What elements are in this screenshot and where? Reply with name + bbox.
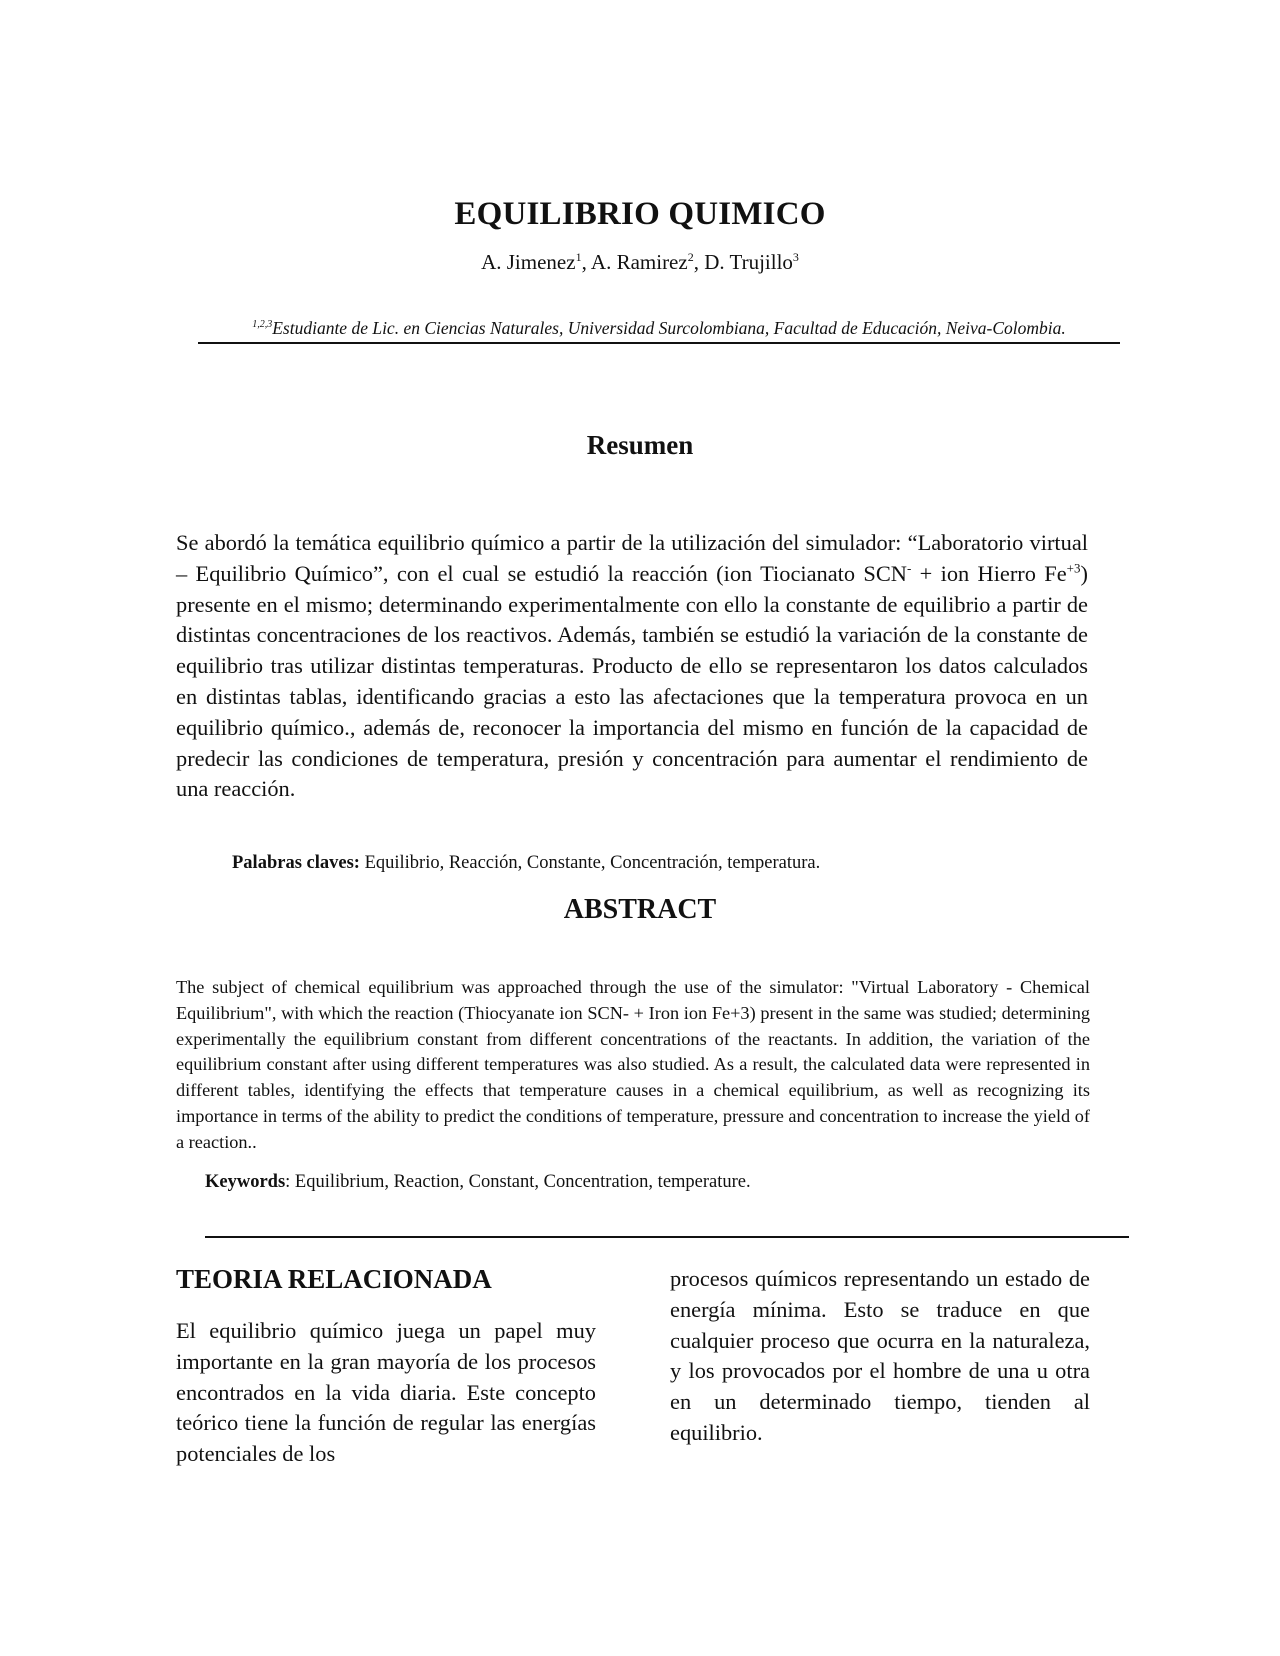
author-name: D. Trujillo <box>704 250 793 274</box>
teoria-heading: TEORIA RELACIONADA <box>176 1264 492 1294</box>
abstract-heading: ABSTRACT <box>563 894 717 925</box>
author-name: A. Ramirez <box>590 250 688 274</box>
resumen-heading: Resumen <box>586 430 694 460</box>
abstract-paragraph: The subject of chemical equilibrium was approached through the use of the simulator: "Virtual Laboratory - Chemical Equilibrium", with which the reaction (Thiocyanate ion SCN- + Iron ion Fe+3) present in the same was studied; determining experimentally the equilibrium constant from different concentrations of the reactants. In addition, the variation of the equilibrium constant after using different temperatures was also studied. As a result, the calculated data were represented in different tables, identifying the effects that temperature causes in a chemical equilibrium, as well as recognizing its importance in terms of the ability to predict the conditions of temperature, pressure and concentration to increase the yield of a reaction.. <box>176 977 1090 1152</box>
resumen-text-part: ) presente en el mismo; determinando experimentalmente con ello la constante de equilibrio a partir de distintas concentraciones de los reactivos. Además, también se estudió la variación de la constante de equilibrio tras utilizar distintas temperaturas. Producto de ello se representaron los datos calculados en distintas tablas, identificando gracias a esto las afectaciones que la temperatura provoca en un equilibrio químico., además de, reconocer la importancia del mismo en función de la capacidad de predecir las condiciones de temperatura, presión y concentración para aumentar el rendimiento de una reacción. <box>176 560 1088 802</box>
affiliation-line <box>198 318 1120 344</box>
superscript-charge: +3 <box>1066 560 1081 576</box>
author-name: A. Jimenez <box>481 250 576 274</box>
affiliation-text: Estudiante de Lic. en Ciencias Naturales, Universidad Surcolombiana, Facultad de Educación, Neiva-Colombia. <box>272 318 1066 338</box>
teoria-left-column: El equilibrio químico juega un papel muy importante en la gran mayoría de los procesos encontrados en la vida diaria. Este concepto teórico tiene la función de regular las energías potenciales de los <box>176 1318 596 1467</box>
author-separator: , <box>693 250 705 274</box>
author-list <box>0 250 1280 275</box>
keywords-list: : Equilibrium, Reaction, Constant, Concentration, temperature. <box>285 1172 751 1192</box>
author-affiliation-marker: 3 <box>792 250 799 264</box>
section-divider <box>205 1236 1129 1238</box>
author-separator: , <box>581 250 591 274</box>
author-affiliation-marker: 2 <box>687 250 694 264</box>
keywords <box>205 1172 1085 1193</box>
paper-title: EQUILIBRIO QUIMICO <box>454 196 826 232</box>
affiliation-markers: 1,2,3 <box>252 319 273 331</box>
teoria-right-column: procesos químicos representando un estado de energía mínima. Esto se traduce en que cualquier proceso que ocurra en la naturaleza, y los provocados por el hombre de una u otra en un determinado tiempo, tienden al equilibrio. <box>670 1266 1090 1445</box>
palabras-claves <box>232 853 1092 874</box>
palabras-claves-label: Palabras claves: <box>232 853 360 873</box>
resumen-text-part: + ion Hierro Fe <box>911 560 1067 586</box>
resumen-text-part: Se abordó la temática equilibrio químico a partir de la utilización del simulador: “Laboratorio virtual – Equilibrio Químico”, con el cual se estudió la reacción (ion Tiocianato SCN <box>176 530 1088 586</box>
keywords-label: Keywords <box>205 1172 286 1192</box>
resumen-paragraph <box>176 528 1088 805</box>
superscript-charge: - <box>906 560 912 576</box>
author-affiliation-marker: 1 <box>575 250 582 264</box>
palabras-claves-list: Equilibrio, Reacción, Constante, Concentración, temperatura. <box>359 853 821 873</box>
